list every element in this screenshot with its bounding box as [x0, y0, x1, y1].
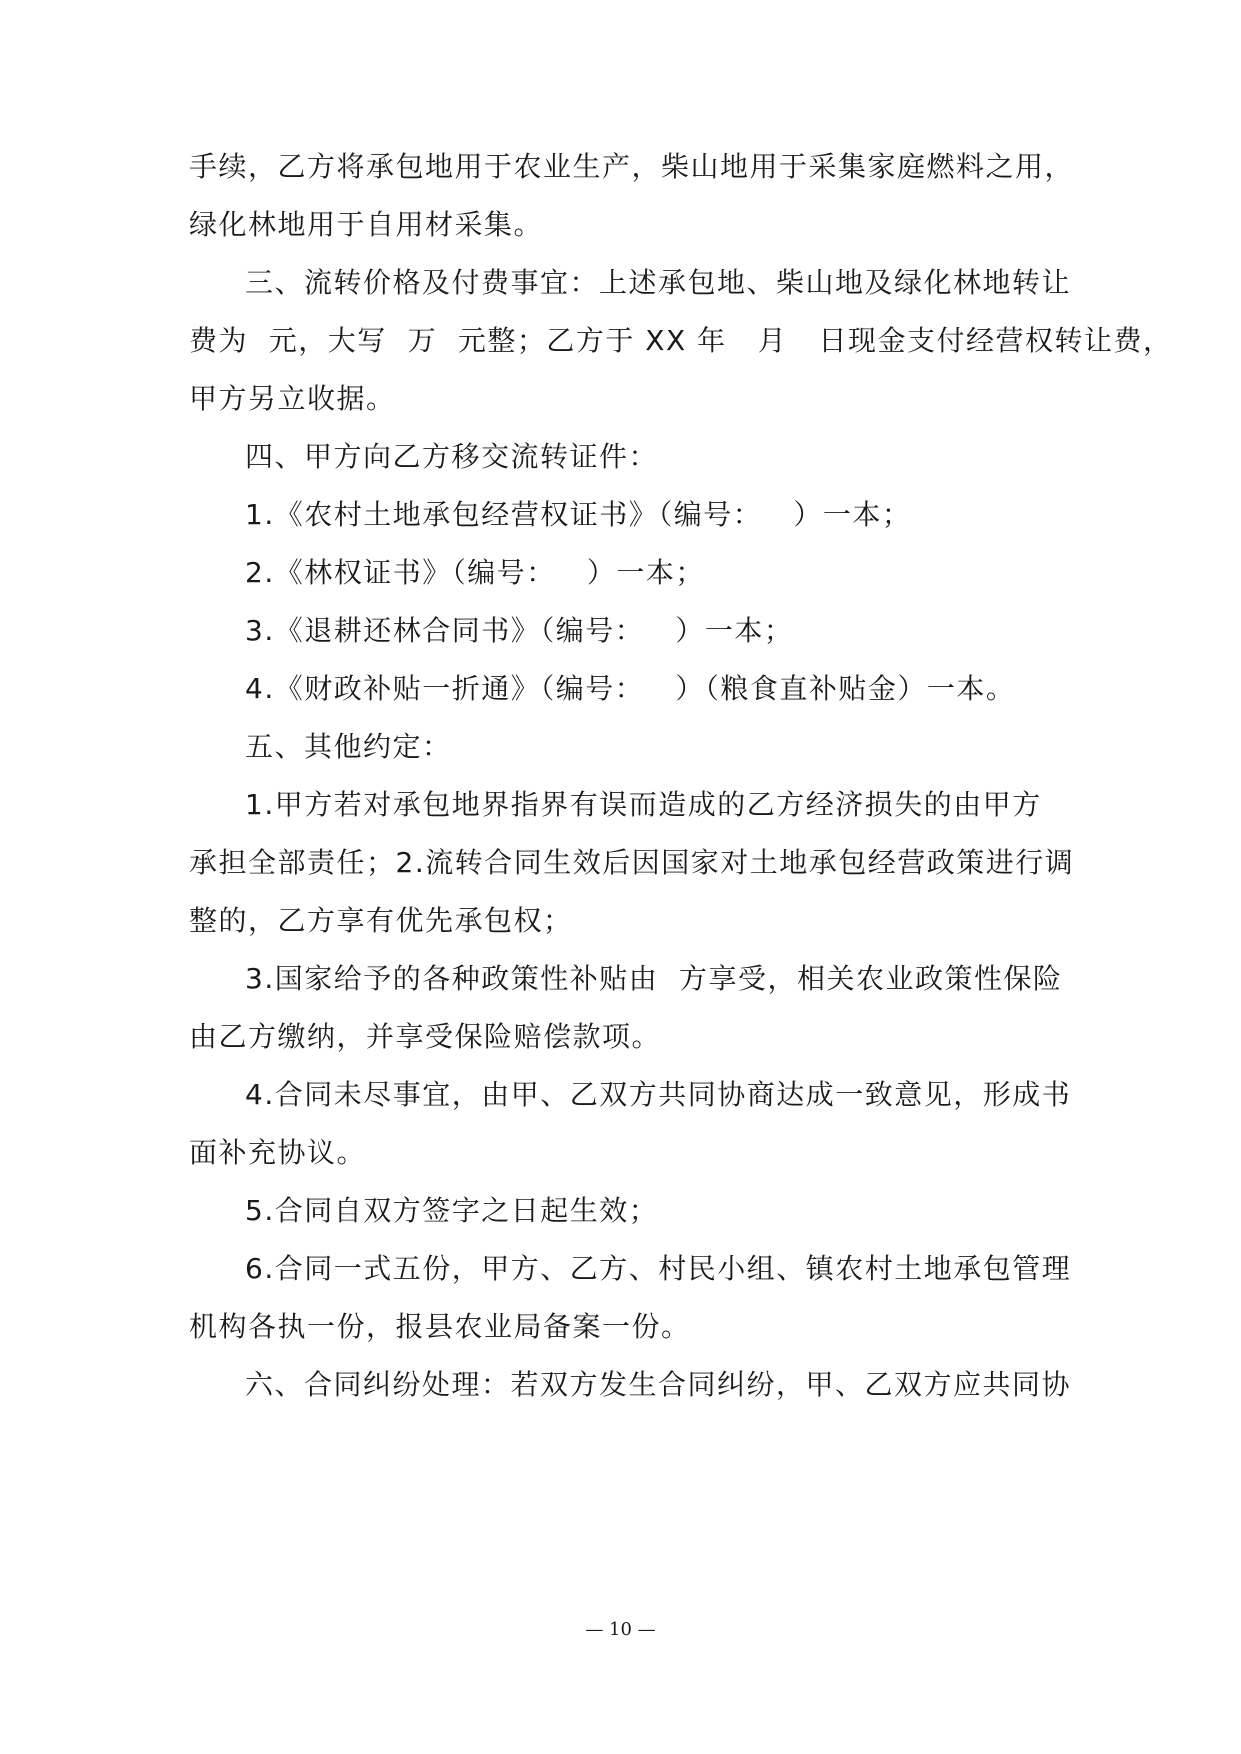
- page-number: — 10 —: [585, 1619, 656, 1640]
- list-item: 2.《林权证书》（编号： ）一本；: [245, 556, 705, 589]
- paragraph-line: 6.合同一式五份，甲方、乙方、村民小组、镇农村土地承包管理: [245, 1252, 1072, 1285]
- paragraph-line: 手续，乙方将承包地用于农业生产，柴山地用于采集家庭燃料之用，: [189, 150, 1075, 183]
- section-heading-line: 五、其他约定：: [245, 730, 452, 763]
- paragraph-line: 1.甲方若对承包地界指界有误而造成的乙方经济损失的由甲方: [245, 788, 1042, 821]
- paragraph-line: 机构各执一份，报县农业局备案一份。: [189, 1310, 691, 1343]
- list-item: 1.《农村土地承包经营权证书》（编号： ）一本；: [245, 498, 912, 531]
- paragraph-line: 5.合同自双方签字之日起生效；: [245, 1194, 659, 1227]
- paragraph-line: 绿化林地用于自用材采集。: [189, 208, 544, 241]
- section-heading-line: 四、甲方向乙方移交流转证件：: [245, 440, 659, 473]
- paragraph-line: 4.合同未尽事宜，由甲、乙双方共同协商达成一致意见，形成书: [245, 1078, 1072, 1111]
- paragraph-line: 面补充协议。: [189, 1136, 367, 1169]
- paragraph-line: 3.国家给予的各种政策性补贴由 方享受，相关农业政策性保险: [245, 962, 1063, 995]
- list-item: 3.《退耕还林合同书》（编号： ）一本；: [245, 614, 794, 647]
- section-heading-line: 六、合同纠纷处理：若双方发生合同纠纷，甲、乙双方应共同协: [245, 1368, 1072, 1401]
- list-item: 4.《财政补贴一折通》（编号： ）（粮食直补贴金）一本。: [245, 672, 1016, 705]
- section-heading-line: 三、流转价格及付费事宜：上述承包地、柴山地及绿化林地转让: [245, 266, 1072, 299]
- paragraph-line: 承担全部责任；2.流转合同生效后因国家对土地承包经营政策进行调: [189, 846, 1075, 879]
- paragraph-line: 费为 元，大写 万 元整；乙方于 XX 年 月 日现金支付经营权转让费，: [189, 324, 1173, 357]
- paragraph-line: 甲方另立收据。: [189, 382, 396, 415]
- paragraph-line: 由乙方缴纳，并享受保险赔偿款项。: [189, 1020, 662, 1053]
- paragraph-line: 整的，乙方享有优先承包权；: [189, 904, 573, 937]
